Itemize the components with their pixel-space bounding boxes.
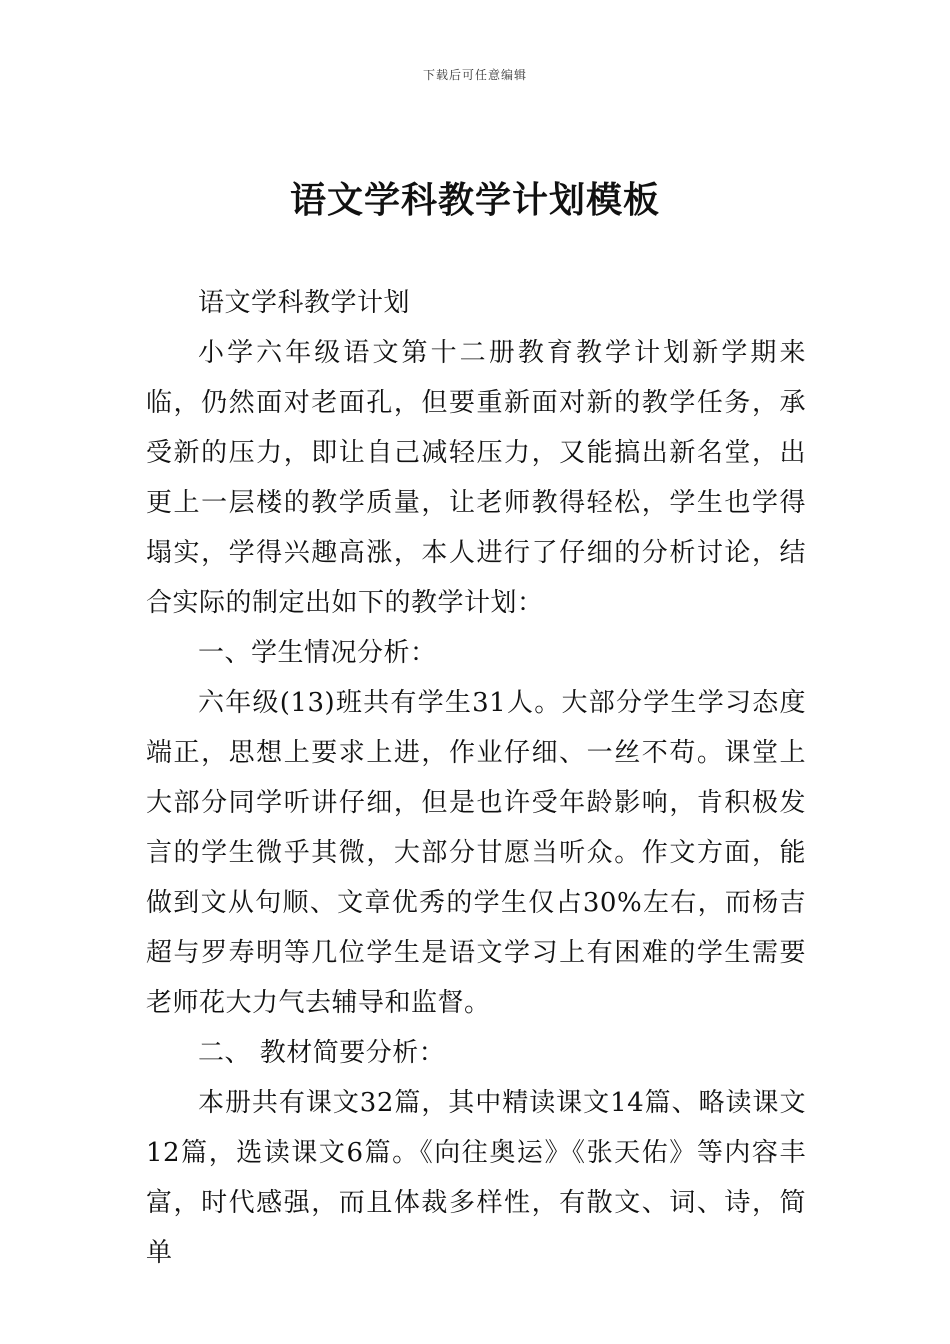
students-paragraph: 六年级(13)班共有学生31人。大部分学生学习态度端正，思想上要求上进，作业仔细、一丝不苟。课堂上大部分同学听讲仔细，但是也许受年龄影响，肯积极发言的学生微乎其微，大部分甘愿当听众。作文方面，能做到文从句顺、文章优秀的学生仅占30%左右，而杨吉超与罗寿明等几位学生是语文学习上有困难的学生需要老师花大力气去辅导和监督。: [146, 688, 806, 1018]
header-note: 下载后可任意编辑: [422, 68, 527, 82]
textbook-paragraph: 本册共有课文32篇，其中精读课文14篇、略读课文12篇，选读课文6篇。《向往奥运》《张天佑》等内容丰富，时代感强，而且体裁多样性，有散文、词、诗，简单: [146, 1088, 806, 1268]
subtitle-paragraph: 语文学科教学计划: [198, 288, 411, 318]
section-heading-textbook: 二、 教材简要分析：: [198, 1038, 446, 1068]
intro-paragraph: 小学六年级语文第十二册教育教学计划新学期来临，仍然面对老面孔，但要重新面对新的教学任务，承受新的压力，即让自己减轻压力，又能搞出新名堂，出更上一层楼的教学质量，让老师教得轻松，学生也学得塌实，学得兴趣高涨，本人进行了仔细的分析讨论，结合实际的制定出如下的教学计划：: [146, 338, 806, 618]
document-body: [146, 278, 806, 1278]
document-title: 语文学科教学计划模板: [289, 179, 660, 221]
section-heading-students: 一、学生情况分析：: [198, 638, 437, 668]
